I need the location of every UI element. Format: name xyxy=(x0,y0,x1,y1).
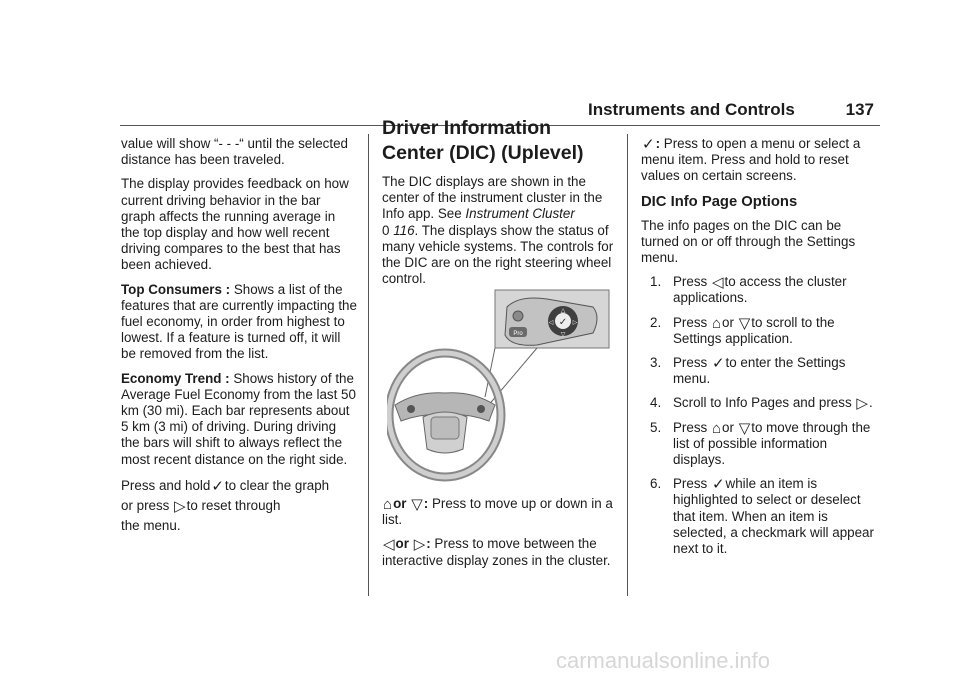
right-arrow-icon: ▷ xyxy=(413,536,426,554)
step-text: Scroll to Info Pages and press xyxy=(673,395,852,411)
colon-text: : xyxy=(426,536,431,552)
check-icon: ✓ xyxy=(711,355,725,373)
step-text: to enter the Settings menu. xyxy=(673,355,846,387)
check-icon: ✓ xyxy=(642,136,655,153)
paragraph-text: Press to open a menu or select a menu item. Press and hold to reset values on certain screens. xyxy=(641,136,861,184)
term-economy-trend: Economy Trend : xyxy=(121,370,230,386)
step-number: 3. xyxy=(650,355,662,371)
paragraph: The info pages on the DIC can be turned on or off through the Settings menu. xyxy=(641,217,856,266)
step-number: 6. xyxy=(650,476,662,492)
voice-button xyxy=(513,311,523,321)
column-divider xyxy=(627,134,628,596)
down-arrow-icon: ▽ xyxy=(738,314,751,332)
list-item xyxy=(641,355,879,387)
column-middle-lower xyxy=(382,496,614,577)
left-arrow-icon: ◁ xyxy=(383,536,395,554)
section-heading: Driver Information Center (DIC) (Uplevel) xyxy=(382,117,584,164)
control-button-label: Pro xyxy=(513,331,523,337)
or-text: or xyxy=(722,314,734,330)
list-item xyxy=(641,274,879,306)
check-icon: ✓ xyxy=(711,476,725,494)
paragraph-clear-graph xyxy=(121,476,357,536)
list-item xyxy=(641,420,879,469)
paragraph: The display provides feedback on how current driving behavior in the bar graph affects the running average in the top display and how well recent driving compares to the best that has been achieved. xyxy=(121,176,349,273)
step-number: 5. xyxy=(650,419,662,435)
pod-left-label: ◁ xyxy=(548,319,554,326)
step-text: to access the cluster applications. xyxy=(673,274,847,306)
steering-wheel-illustration xyxy=(387,289,613,483)
step-text: to move through the list of possible information displays. xyxy=(673,419,871,468)
list-item xyxy=(641,476,879,557)
steps-list xyxy=(641,274,879,557)
paragraph-economy-trend xyxy=(121,371,357,468)
pod-up-label: △ xyxy=(560,307,566,314)
page-number: 137 xyxy=(845,100,874,119)
watermark: carmanualsonline.info xyxy=(556,648,771,673)
up-arrow-icon: ⌂ xyxy=(383,496,393,513)
colon-text: : xyxy=(655,136,661,151)
right-wheel-controls xyxy=(477,405,485,413)
paragraph-text: the menu. xyxy=(121,517,181,533)
step-text: Press xyxy=(673,314,708,330)
pod-down-label: ▽ xyxy=(560,331,566,338)
step-text: Press xyxy=(673,419,708,435)
step-text: while an item is highlighted to select or deselect that item. When an item is selected, a checkmark will appear next to it. xyxy=(673,476,874,557)
list-item xyxy=(641,315,879,347)
page-ref-arrow-icon: 0 xyxy=(382,222,390,238)
step-text: to scroll to the Settings application. xyxy=(673,314,835,346)
or-text: or xyxy=(722,419,734,435)
left-wheel-controls xyxy=(407,405,415,413)
up-arrow-icon: ⌂ xyxy=(711,314,722,332)
paragraph-text: Press to move up or down in a list. xyxy=(382,496,613,528)
column-middle xyxy=(382,117,614,295)
left-arrow-icon: ◁ xyxy=(711,274,724,292)
step-text: Press xyxy=(673,476,708,492)
paragraph-intro xyxy=(382,174,614,287)
page-ref-number: 116 xyxy=(393,222,415,238)
colon-text: : xyxy=(423,496,429,511)
paragraph-text: Press and hold xyxy=(121,477,211,493)
paragraph: value will show “- - -“ until the selected distance has been traveled. xyxy=(121,136,348,168)
or-text: or xyxy=(393,496,407,511)
steering-wheel-controls-figure xyxy=(387,289,613,483)
check-icon: ✓ xyxy=(211,477,224,495)
paragraph-left-right xyxy=(382,536,614,568)
term-top-consumers: Top Consumers : xyxy=(121,281,231,297)
right-arrow-icon: ▷ xyxy=(856,395,868,413)
step-number: 4. xyxy=(650,395,662,411)
list-item xyxy=(641,395,879,411)
airbag-cover xyxy=(431,417,459,439)
cross-reference-link[interactable]: Instrument Cluster xyxy=(465,206,575,222)
column-right xyxy=(641,136,879,565)
step-text: Press xyxy=(673,355,708,371)
column-divider xyxy=(368,134,369,596)
right-arrow-icon: ▷ xyxy=(174,497,186,515)
paragraph-text: Press to move between the interactive display zones in the cluster. xyxy=(382,536,611,568)
step-text: . xyxy=(868,395,873,411)
paragraph-text: to clear the graph xyxy=(224,477,330,493)
pod-check-label: ✓ xyxy=(558,317,568,328)
paragraph-up-down xyxy=(382,496,614,528)
down-arrow-icon: ▽ xyxy=(738,419,751,437)
pod-right-label: ▷ xyxy=(572,319,578,326)
paragraph-text: . The displays show the status of many vehicle systems. The controls for the DIC are on the right steering wheel control. xyxy=(382,222,614,287)
section-title: Instruments and Controls xyxy=(588,100,795,119)
paragraph-select xyxy=(641,136,879,185)
subsection-heading: DIC Info Page Options xyxy=(641,193,798,210)
paragraph-text: or press xyxy=(121,497,170,513)
column-left xyxy=(121,136,357,544)
step-number: 2. xyxy=(650,314,662,330)
paragraph-text: Shows history of the Average Fuel Economy from the last 50 km (30 mi). Each bar represents about 5 km (3 mi) of driving. During driving the bars will shift to always reflect the most recent distance on the right side. xyxy=(121,370,356,467)
step-number: 1. xyxy=(650,274,662,290)
up-arrow-icon: ⌂ xyxy=(711,419,722,437)
paragraph-text: Shows a list of the features that are currently impacting the fuel economy, in order from highest to lowest. If a feature is turned off, it will be removed from the list. xyxy=(121,281,357,362)
paragraph-text: to reset through xyxy=(186,497,281,513)
or-text: or xyxy=(395,536,409,552)
paragraph-text: The DIC displays are shown in the center of the instrument cluster in the Info app. See xyxy=(382,174,603,222)
down-arrow-icon: ▽ xyxy=(411,496,423,513)
paragraph-top-consumers xyxy=(121,282,357,363)
step-text: Press xyxy=(673,274,708,290)
